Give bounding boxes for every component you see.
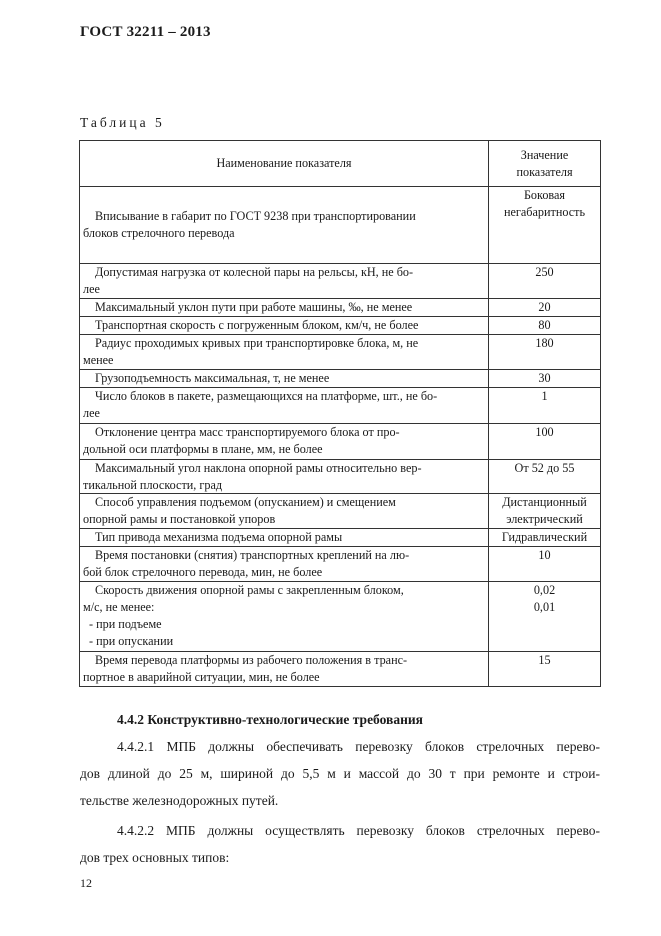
- table-row: [80, 582, 601, 652]
- row-name: [80, 423, 489, 459]
- table-row: [80, 264, 601, 299]
- paragraph-line: дов длиной до 25 м, шириной до 5,5 м и массой до 30 т при ремонте и строи-: [80, 766, 600, 781]
- paragraph-line: 4.4.2.1 МПБ должны обеспечивать перевозку блоков стрелочных перево-: [117, 739, 600, 754]
- row-value: 20: [489, 299, 601, 317]
- row-name: [80, 652, 489, 687]
- table-row: [80, 547, 601, 582]
- row-name-line: опорной рамы и постановкой упоров: [83, 512, 276, 527]
- row-name-line: лее: [83, 405, 100, 420]
- row-value: [489, 582, 601, 652]
- row-name-line: Время постановки (снятия) транспортных креплений на лю-: [95, 548, 410, 563]
- row-name-line: Число блоков в пакете, размещающихся на платформе, шт., не бо-: [95, 388, 438, 403]
- paragraph: [80, 817, 600, 871]
- section-heading: 4.4.2 Конструктивно-технологические требования: [117, 712, 423, 727]
- row-name-line: лее: [83, 281, 100, 296]
- row-value: 10: [489, 547, 601, 582]
- column-header-value-line: Значение: [520, 147, 569, 162]
- row-name-line: бой блок стрелочного перевода, мин, не более: [83, 565, 323, 580]
- row-name: Транспортная скорость с погруженным блоком, км/ч, не более: [80, 317, 489, 335]
- row-name-line: Радиус проходимых кривых при транспортировке блока, м, не: [95, 336, 419, 350]
- table-row: [80, 370, 601, 388]
- row-name: [80, 335, 489, 370]
- row-name-line: Вписывание в габарит по ГОСТ 9238 при транспортировании: [95, 209, 416, 224]
- row-name: [80, 459, 489, 494]
- row-name: Максимальный уклон пути при работе машины, ‰, не менее: [80, 299, 489, 317]
- paragraph-line: тельстве железнодорожных путей.: [80, 793, 279, 808]
- row-name: [80, 582, 489, 652]
- row-name: Тип привода механизма подъема опорной рамы: [80, 529, 489, 547]
- row-value: [489, 494, 601, 529]
- page-number: 12: [80, 876, 92, 890]
- table-row: [80, 299, 601, 317]
- row-value: [489, 187, 601, 264]
- row-name-line: тикальной плоскости, град: [83, 477, 223, 492]
- row-value-line: Дистанционный: [502, 495, 587, 510]
- row-name-line: Допустимая нагрузка от колесной пары на рельсы, кН, не бо-: [95, 265, 414, 279]
- row-name: [80, 547, 489, 582]
- row-name-line: менее: [83, 352, 114, 367]
- row-sub-value: 0,02: [533, 583, 556, 598]
- column-header-value: [489, 141, 601, 187]
- row-name: [80, 187, 489, 264]
- column-header-value-line: показателя: [516, 164, 573, 179]
- table-row: [80, 459, 601, 494]
- row-value: 100: [489, 423, 601, 459]
- table-row: [80, 187, 601, 264]
- row-sub-item: - при опускании: [89, 633, 174, 648]
- row-name-line: Максимальный угол наклона опорной рамы относительно вер-: [95, 460, 422, 475]
- row-name-line: дольной оси платформы в плане, мм, не более: [83, 441, 323, 456]
- table-row: [80, 529, 601, 547]
- row-name: Грузоподъемность максимальная, т, не менее: [80, 370, 489, 388]
- row-name: [80, 387, 489, 423]
- paragraph-line: 4.4.2.2 МПБ должны осуществлять перевозку блоков стрелочных перево-: [117, 823, 600, 838]
- row-name-line: блоков стрелочного перевода: [83, 226, 235, 240]
- table-row: [80, 317, 601, 335]
- table-row: [80, 387, 601, 423]
- document-header: ГОСТ 32211 – 2013: [80, 24, 211, 40]
- row-name-line: портное в аварийной ситуации, мин, не более: [83, 670, 320, 685]
- row-name-line: Скорость движения опорной рамы с закрепленным блоком,: [95, 583, 404, 598]
- row-value: 30: [489, 370, 601, 388]
- row-value-line: электрический: [506, 512, 583, 527]
- row-value-line: Боковая: [523, 188, 566, 202]
- row-value-line: негабаритность: [503, 204, 586, 219]
- paragraph-line: дов трех основных типов:: [80, 850, 230, 865]
- table-row: [80, 652, 601, 687]
- row-name-line: Время перевода платформы из рабочего положения в транс-: [95, 653, 408, 668]
- row-sub-value: 0,01: [533, 600, 556, 615]
- row-name: [80, 264, 489, 299]
- row-name-line: Способ управления подъемом (опусканием) и смещением: [95, 495, 396, 510]
- row-name-line: м/с, не менее:: [83, 600, 155, 615]
- table-row: [80, 335, 601, 370]
- row-name-line: Отклонение центра масс транспортируемого блока от про-: [95, 424, 400, 439]
- row-value: 15: [489, 652, 601, 687]
- row-value: 180: [489, 335, 601, 370]
- row-value: 80: [489, 317, 601, 335]
- column-header-name: Наименование показателя: [80, 141, 489, 187]
- parameters-table: [79, 140, 601, 687]
- row-name: [80, 494, 489, 529]
- row-value: 250: [489, 264, 601, 299]
- paragraph: [80, 733, 600, 814]
- row-sub-item: - при подъеме: [89, 616, 162, 631]
- table-row: [80, 494, 601, 529]
- row-value: От 52 до 55: [489, 459, 601, 494]
- table-caption: Таблица 5: [80, 115, 165, 130]
- row-value: 1: [489, 387, 601, 423]
- table-header-row: [80, 141, 601, 187]
- table-row: [80, 423, 601, 459]
- row-value: Гидравлический: [489, 529, 601, 547]
